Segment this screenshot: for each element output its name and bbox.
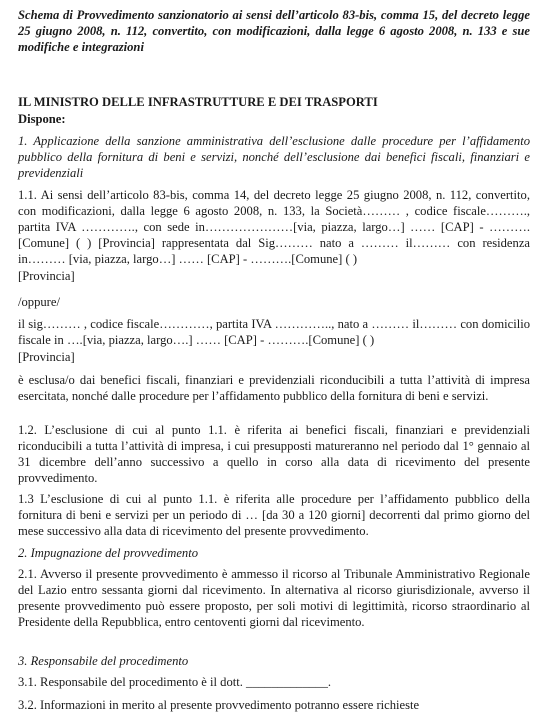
paragraph-2-1: 2.1. Avverso il presente provvedimento è ammesso il ricorso al Tribunale Amministrativo Regionale del Lazio entro sessanta giorni dal ricevimento. In alternativa al ricorso giurisdizionale, avverso il presente provvedimento può essere proposto, per soli motivi di legittimità, ricorso straordinario al Presidente della Repubblica, entro centoventi giorni dal ricevimento. <box>18 567 530 629</box>
minister-heading: IL MINISTRO DELLE INFRASTRUTTURE E DEI TRASPORTI <box>18 95 378 109</box>
dispone-label: Dispone: <box>18 112 66 126</box>
paragraph-1-3: 1.3 L’esclusione di cui al punto 1.1. è riferita alle procedure per l’affidamento pubblico della fornitura di beni e servizi per un periodo di … [da 30 a 120 giorni] decorrenti dal primo giorno del mese successivo alla data di ricevimento del presente provvedimento. <box>18 492 530 538</box>
paragraph-3-2: 3.2. Informazioni in merito al presente provvedimento potranno essere richieste <box>18 698 420 712</box>
section-2-heading: 2. Impugnazione del provvedimento <box>18 546 199 560</box>
oppure-label: /oppure/ <box>18 295 60 309</box>
section-3-heading: 3. Responsabile del procedimento <box>18 654 189 668</box>
paragraph-1-2: 1.2. L’esclusione di cui al punto 1.1. è riferita ai benefici fiscali, finanziari e previdenziali riconducibili a tutta l’attività di impresa, i cui presupposti matureranno nel periodo dal 1° gennaio al 31 dicembre dell’anno successivo a quello in corso alla data di ricevimento del presente provvedimento. <box>18 423 530 485</box>
provincia-label-1: [Provincia] <box>18 269 75 283</box>
paragraph-esclusa: è esclusa/o dai benefici fiscali, finanziari e previdenziali riconducibili a tutta l’attività di impresa esercitata, nonché dalle procedure per l’affidamento pubblico della fornitura di beni e servizi. <box>18 373 530 403</box>
provincia-label-2: [Provincia] <box>18 350 75 364</box>
section-1-heading: 1. Applicazione della sanzione amministrativa dell’esclusione dalle procedure per l’affidamento pubblico della fornitura di beni e servizi, nonché dell’esclusione dai benefici fiscali, finanziari e previdenziali <box>18 134 530 180</box>
paragraph-sig: il sig……… , codice fiscale…………, partita IVA ………….., nato a ……… il……… con domicilio fiscale in ….[via, piazza, largo….] …… [CAP] - ……….[Comune] ( ) <box>18 317 530 347</box>
paragraph-3-1: 3.1. Responsabile del procedimento è il dott. _____________. <box>18 675 332 689</box>
paragraph-1-1: 1.1. Ai sensi dell’articolo 83-bis, comma 14, del decreto legge 25 giugno 2008, n. 112, convertito, con modificazioni, dalla legge 6 agosto 2008, n. 133, la Società……… , codice fiscale………., partita IVA …………., con sede in…………………[via, piazza, largo…] …… [CAP] - ……….[Comune] ( ) [Provincia] rappresentata dal Sig……… nato a ……… il……… con residenza in……… [via, piazza, largo…] …… [CAP] - ……….[Comune] ( ) <box>18 188 530 266</box>
document-title: Schema di Provvedimento sanzionatorio ai sensi dell’articolo 83-bis, comma 15, del decreto legge 25 giugno 2008, n. 112, convertito, con modificazioni, dalla legge 6 agosto 2008, n. 133 e sue modifiche e integrazioni <box>18 8 530 54</box>
